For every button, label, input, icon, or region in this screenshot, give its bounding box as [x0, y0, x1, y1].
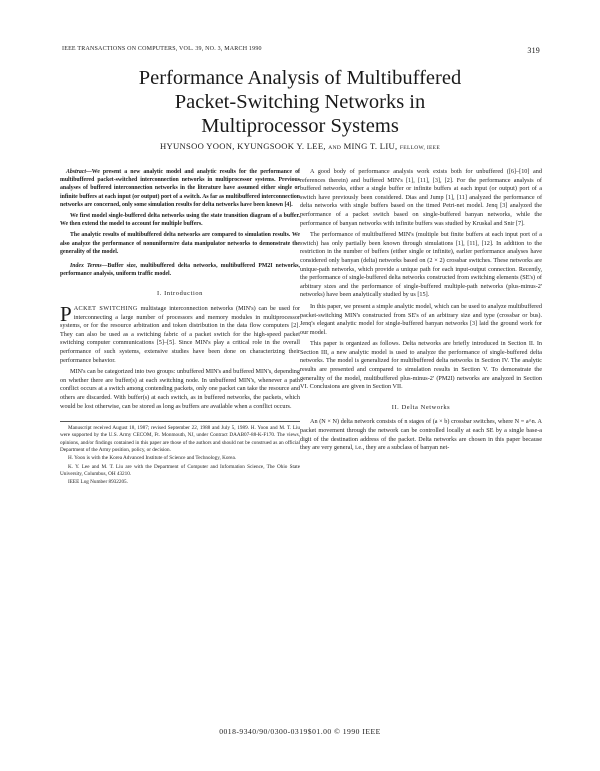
paper-title [0, 66, 600, 138]
abstract-p2: We first model single-buffered delta networks using the state transition diagram of a buffer. We then extend the model to account for multiple buffers. [60, 213, 300, 228]
author-grade: FELLOW, IEEE [399, 145, 440, 151]
footnote-p4: IEEE Log Number 8932205. [68, 479, 128, 486]
section-heading-delta-networks: II. Delta Networks [391, 403, 451, 411]
title-line-3: Multiprocessor Systems [201, 115, 399, 137]
author-and: AND [328, 145, 342, 151]
intro-lead-in: ACKET SWITCHING [73, 305, 138, 313]
right-paragraph-5: An (N × N) delta network consists of n stages of (a × b) crossbar switches, where N = a^n. A packet movement through the network can be controlled locally at each SE by a single base-a digit of the destination address of the packet. Delta networks are chosen in this paper because they are very general, i.e., they are a subclass of banyan net- [300, 418, 542, 452]
right-paragraph-3: In this paper, we present a simple analytic model, which can be used to analyze multibuffered packet-switching MIN's constructed from SE's of an arbitrary size and type (crossbar or bus). Jenq's elegant analytic model for single-buffered banyan networks [3] laid the ground work for our model. [300, 302, 542, 336]
author-line [0, 141, 600, 151]
index-terms-text: Buffer size, multibuffered delta networks, multibuffered PM2I networks, performance analysis, uniform traffic model. [60, 263, 300, 278]
footnote-p1: Manuscript received August 18, 1987; revised September 22, 1988 and July 5, 1989. H. Yoon and M. T. Liu were supported by the U.S. Army CECOM, Ft. Monmouth, NJ, under Contract DAAB07-88-K-F170. The views, opinions, and/or findings contained in this paper are those of the authors and should not be construed as an official Department of the Army position, policy, or decision. [60, 425, 300, 454]
footnote [60, 421, 300, 486]
title-line-2: Packet-Switching Networks in [174, 91, 426, 113]
left-column [60, 168, 300, 488]
intro-paragraph-1 [60, 302, 301, 365]
running-title: IEEE TRANSACTIONS ON COMPUTERS, VOL. 39, NO. 3, MARCH 1990 [62, 46, 262, 52]
section-heading-introduction: I. Introduction [157, 290, 203, 298]
right-paragraph-1: A good body of performance analysis work exists both for unbuffered ([6]–[10] and references therein) and buffered MIN's [1], [11], [3], [2]. For the performance analysis of buffered networks, either a single buffer or infinite buffers at each input (or output) port of a switch have previously been considered. Dias and Jump [1], [11] analyzed the performance of delta networks with single buffers based on the timed Petri-net model. Jenq [3] analyzed the performance of a packet switch based on single-buffered banyan networks, while the performance of banyan networks with infinite buffers was studied by Kruskal and Snir [7]. [300, 168, 542, 227]
intro-text-1: multistage interconnection networks (MIN's) can be used for interconnecting a large number of processors and memory modules in multiprocessor systems, or for the resource arbitration and token distribution in the data flow computers [2]. They can also be used as a switching fabric of a packet switch for the high-speed packet switching computer communications [5]–[5]. Since MIN's play a critical role in the overall performance of such systems, extensive studies have been done on characterizing their performance behavior. [60, 305, 301, 364]
author-last: MING T. LIU, [343, 141, 398, 151]
title-line-1: Performance Analysis of Multibuffered [138, 67, 462, 89]
intro-paragraph-2: MIN's can be categorized into two groups: unbuffered MIN's and buffered MIN's, depending on whether there are buffer(s) at each switching node. In unbuffered MIN's, whenever a path conflict occurs at a switch among contending packets, only one packet can take the resource and others are discarded. With buffer(s) at each switch, as in buffered networks, the packets, which would be lost otherwise, can be stored as long as buffers are available when a conflict occurs. [60, 368, 300, 410]
right-column [300, 168, 542, 456]
drop-cap: P [60, 302, 72, 327]
right-paragraph-2: The performance of multibuffered MIN's (multiple but finite buffers at each input port of a switch) has only partially been known through simulations [1], [11], [12]. In addition to the restriction in the number of buffers (either single or infinite), earlier performance analyses have considered only banyan (delta) networks based on (2 × 2) crossbar switches. These networks are unique-path networks, which provide a unique path for each input-output connection. Recently, the performance of single-buffered delta networks constructed from switching elements (SE's) of arbitrary sizes and the performance of single-buffered multiple-path networks (plus-minus-2' networks) have been analytically studied by us [15]. [300, 231, 542, 299]
abstract-label: Abstract— [66, 169, 92, 175]
index-terms-label: Index Terms— [70, 263, 108, 270]
abstract-text-1: We present a new analytic model and analytic results for the performance of multibuffered packet-switched interconnection networks in multiprocessor systems. Previous analyses of buffered interconnection networks in the literature have assumed either single or infinite buffers at each input (or output) port of a switch. As far as multibuffered interconnection networks are concerned, only some simulation results for delta networks have been known [4]. [60, 169, 300, 208]
copyright-line: 0018-9340/90/0300-0319$01.00 © 1990 IEEE [219, 727, 381, 736]
index-terms [60, 262, 300, 278]
abstract [60, 168, 300, 256]
running-head [62, 46, 540, 55]
right-paragraph-4: This paper is organized as follows. Delta networks are briefly introduced in Section II. In Section III, a new analytic model is used to analyze the performance of single-buffered delta networks. The model is generalized for multibuffered delta networks in Section IV. The analytic results are presented and compared to simulation results in Section V. To demonstrate the generality of the model, multibuffered plus-minus-2' (PM2I) networks are analyzed in Section VI. Conclusions are given in Section VII. [300, 340, 542, 391]
abstract-p1 [60, 168, 300, 209]
abstract-p3: The analytic results of multibuffered delta networks are compared to simulation results. We also analyze the performance of nonuniform/re data manipulator networks to demonstrate the generality of the model. [60, 232, 300, 255]
footnote-p2: H. Yoon is with the Korea Advanced Institute of Science and Technology, Korea. [68, 455, 237, 462]
footnote-p3: K. Y. Lee and M. T. Liu are with the Department of Computer and Information Science, The Ohio State University, Columbus, OH 43210. [60, 463, 300, 477]
author-names: HYUNSOO YOON, KYUNGSOOK Y. LEE, [160, 141, 326, 151]
page-number: 319 [527, 46, 540, 55]
index-terms-p [60, 262, 300, 278]
